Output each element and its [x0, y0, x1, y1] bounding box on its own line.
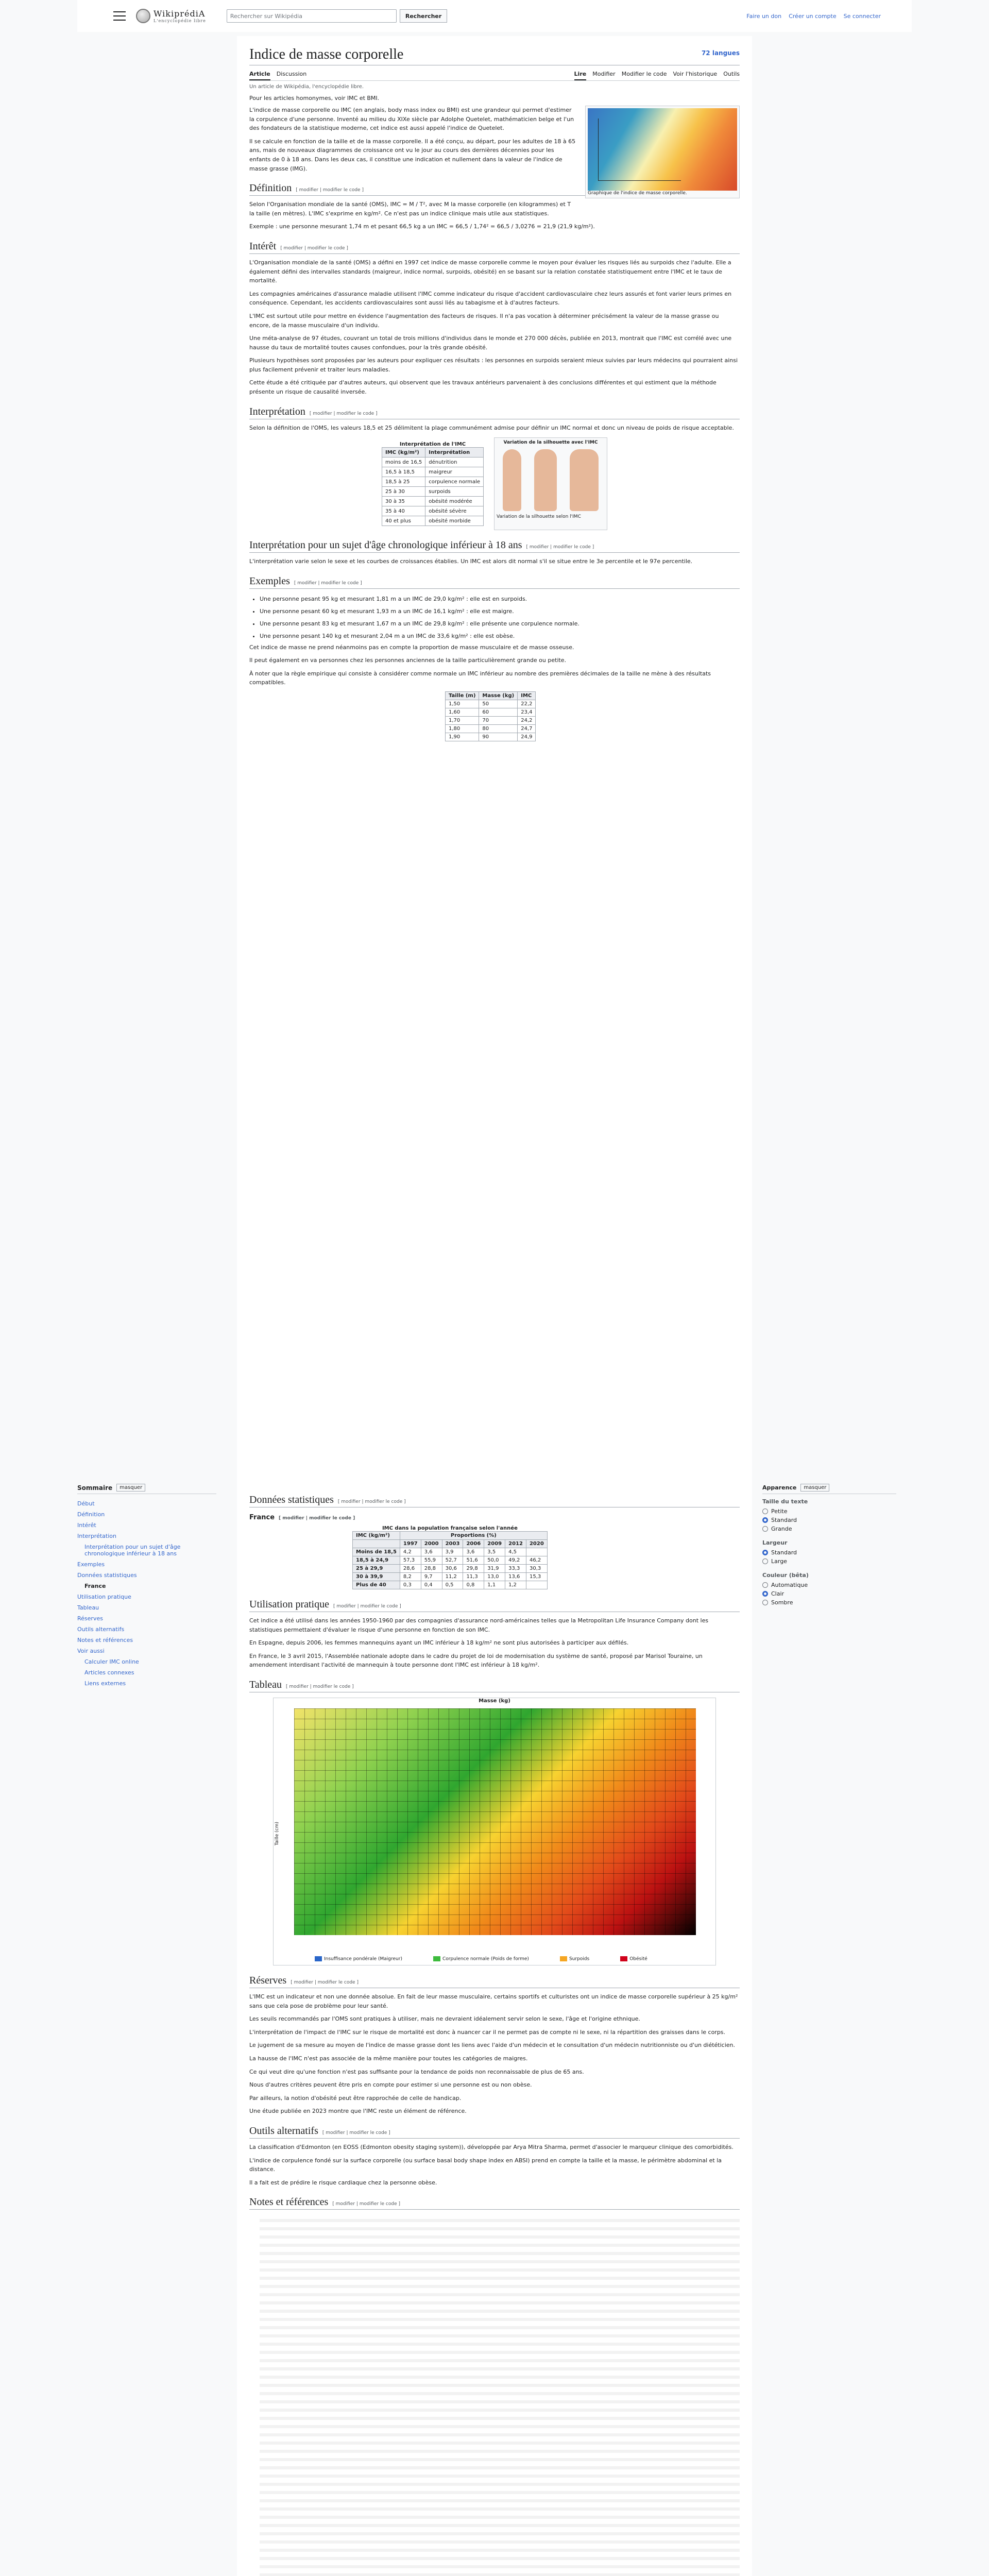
table-header: Interprétation: [425, 448, 484, 457]
search-input[interactable]: Rechercher sur Wikipédia: [227, 9, 397, 23]
option-label: Grande: [771, 1526, 792, 1532]
toc-item[interactable]: Interprétation pour un sujet d'âge chronologique inférieur à 18 ans: [84, 1544, 181, 1557]
bmi-graph-thumbnail[interactable]: [585, 106, 740, 198]
table-cell: 11,3: [463, 1573, 484, 1581]
appearance-option[interactable]: [762, 1598, 896, 1607]
table-row: [446, 733, 536, 741]
table-cell: 60: [479, 708, 518, 716]
appearance-group-title: Couleur (bêta): [762, 1572, 809, 1579]
tab-0[interactable]: Article: [249, 69, 270, 80]
table-cell: 30 à 39,9: [353, 1573, 400, 1581]
table-cell: 4,2: [400, 1548, 421, 1556]
table-cell: 50,0: [484, 1556, 505, 1565]
toc-item[interactable]: Utilisation pratique: [77, 1594, 131, 1600]
grid-ylabel: Taille (cm): [275, 1821, 280, 1846]
table-cell: 57,3: [400, 1556, 421, 1565]
action-tab-4[interactable]: Outils: [723, 71, 740, 77]
table-cell: 0,5: [442, 1581, 463, 1589]
toc-item[interactable]: Outils alternatifs: [77, 1626, 125, 1633]
paragraph: Nous d'autres critères peuvent être pris en compte pour estimer si une personne est ou non obèse.: [249, 2081, 532, 2089]
action-tab-2[interactable]: Modifier le code: [621, 71, 667, 77]
site-header: [77, 0, 912, 32]
edit-link[interactable]: [ modifier | modifier le code ]: [294, 580, 362, 586]
table-cell: 16,5 à 18,5: [382, 467, 425, 477]
table-cell: 29,8: [463, 1565, 484, 1573]
table-cell: 24,2: [518, 716, 536, 724]
table-header: 2003: [442, 1540, 463, 1548]
table-row: [353, 1565, 548, 1573]
radio-icon[interactable]: [762, 1582, 768, 1588]
table-cell: 80: [479, 724, 518, 733]
appearance-group-title: Largeur: [762, 1539, 788, 1546]
action-tab-0[interactable]: Lire: [574, 69, 587, 80]
toc-hide-button[interactable]: masquer: [116, 1484, 145, 1492]
legend-item: Obésité: [620, 1956, 647, 1962]
table-cell: 1,90: [446, 733, 479, 741]
table-header: IMC (kg/m²): [353, 1532, 400, 1540]
grid-cells: [294, 1708, 696, 1935]
logo-wordmark: WikiprédiA: [154, 9, 206, 19]
radio-icon[interactable]: [762, 1550, 768, 1555]
table-cell: 33,3: [505, 1565, 526, 1573]
table-cell: 24,7: [518, 724, 536, 733]
table-cell: 1,50: [446, 700, 479, 708]
radio-icon[interactable]: [762, 1517, 768, 1523]
table-header: IMC (kg/m²): [382, 448, 425, 457]
edit-link[interactable]: [ modifier | modifier le code ]: [279, 1516, 355, 1521]
edit-link[interactable]: [ modifier | modifier le code ]: [291, 1979, 359, 1985]
table-header: 2012: [505, 1540, 526, 1548]
table-row: [382, 506, 483, 516]
table-cell: obésité morbide: [425, 516, 484, 526]
option-label: Standard: [771, 1517, 797, 1523]
table-cell: 25 à 30: [382, 487, 425, 497]
silhouette-title: Variation de la silhouette avec l'IMC: [503, 440, 598, 446]
paragraph: Le jugement de sa mesure au moyen de l'indice de masse grasse dont les liens avec l'aide d'un médecin et le consultation d'un médecin nutritionniste ou d'un diététicien.: [249, 2042, 736, 2049]
action-tab-3[interactable]: Voir l'historique: [673, 71, 718, 77]
site-logo[interactable]: [136, 9, 206, 23]
examples-note-2: Il peut également en va personnes chez les personnes anciennes de la taille particulièrement grande ou petite.: [249, 657, 567, 664]
table-cell: 40 et plus: [382, 516, 425, 526]
toc-item[interactable]: Données statistiques: [77, 1572, 137, 1579]
table-cell: 0,4: [421, 1581, 442, 1589]
table-group-header: Proportions (%): [400, 1532, 547, 1540]
table-cell: 1,60: [446, 708, 479, 716]
heading-utilisation: Utilisation pratique [ modifier | modifier le code ]: [249, 1599, 740, 1612]
table-cell: Plus de 40: [353, 1581, 400, 1589]
examples-note-3: À noter que la règle empirique qui consiste à considérer comme normale un IMC inférieur au nombre des premières décimales de la taille ne mène à des résultats compatibles.: [249, 670, 711, 686]
table-cell: moins de 16,5: [382, 457, 425, 467]
appearance-group: [762, 1498, 896, 1533]
toc-sidebar: [77, 1484, 216, 1793]
body-figure-icon: [503, 449, 521, 511]
toc-item[interactable]: Début: [77, 1500, 95, 1507]
table-cell: 31,9: [484, 1565, 505, 1573]
toc-item[interactable]: France: [84, 1583, 106, 1589]
heading-exemples: Exemples [ modifier | modifier le code ]: [249, 575, 740, 589]
paragraph: Une étude publiée en 2023 montre que l'IMC reste un élément de référence.: [249, 2108, 467, 2115]
legend-item: Corpulence normale (Poids de forme): [433, 1956, 529, 1962]
heading-reserves: Réserves [ modifier | modifier le code ]: [249, 1975, 740, 1988]
appearance-option[interactable]: [762, 1524, 896, 1533]
table-cell: maigreur: [425, 467, 484, 477]
example-item: • Une personne pesant 83 kg et mesurant 1,67 m a un IMC de 29,8 kg/m² : elle présente une corpulence normale.: [260, 618, 740, 630]
table-cell: surpoids: [425, 487, 484, 497]
radio-icon[interactable]: [762, 1558, 768, 1564]
table-cell: 50: [479, 700, 518, 708]
bmi-grid-table[interactable]: [273, 1698, 716, 1965]
page-tabs: [249, 69, 740, 81]
examples-note: Cet indice de masse ne prend néanmoins pas en compte la proportion de masse musculaire et de masse osseuse.: [249, 643, 574, 651]
table-cell: obésité sévère: [425, 506, 484, 516]
table-row: [382, 487, 483, 497]
appearance-group-title: Taille du texte: [762, 1498, 808, 1505]
option-label: Large: [771, 1558, 787, 1565]
table-cell: [526, 1548, 547, 1556]
paragraph: Il a fait est de prédire le risque cardiaque chez la personne obèse.: [249, 2179, 437, 2186]
table-cell: 90: [479, 733, 518, 741]
table-cell: 11,2: [442, 1573, 463, 1581]
table-row: [353, 1573, 548, 1581]
silhouette-image[interactable]: [494, 437, 607, 530]
paragraph: Cette étude a été critiquée par d'autres auteurs, qui observent que les travaux antérieurs parvenaient à des conclusions différentes et qui estiment que la méthode présente un risque de causalité inversée.: [249, 379, 717, 396]
example-item: • Une personne pesant 140 kg et mesurant 2,04 m a un IMC de 33,6 kg/m² : elle est obèse.: [260, 630, 740, 642]
table-cell: 13,6: [505, 1573, 526, 1581]
user-links: [746, 13, 881, 20]
radio-icon[interactable]: [762, 1591, 768, 1597]
toc-item[interactable]: Liens externes: [84, 1680, 126, 1687]
header-link[interactable]: Faire un don: [746, 12, 782, 20]
table-row: [382, 457, 483, 467]
appearance-option[interactable]: [762, 1557, 896, 1566]
edit-link[interactable]: [ modifier | modifier le code ]: [322, 2130, 390, 2136]
appearance-panel: [762, 1484, 896, 1613]
appearance-option[interactable]: [762, 1548, 896, 1557]
toc-item[interactable]: Exemples: [77, 1561, 105, 1568]
table-header: [353, 1540, 400, 1548]
table-row: [382, 477, 483, 487]
table-cell: 18,5 à 24,9: [353, 1556, 400, 1565]
example-item: • Une personne pesant 60 kg et mesurant 1,93 m a un IMC de 16,1 kg/m² : elle est maigre.: [260, 605, 740, 618]
definition-example: Exemple : une personne mesurant 1,74 m et pesant 66,5 kg a un IMC = 66,5 / 1,74² = 66,5 / 3,0276 = 21,9 (21,9 kg/m²).: [249, 223, 595, 230]
table-row: [446, 716, 536, 724]
table-cell: 1,1: [484, 1581, 505, 1589]
table-row: [353, 1581, 548, 1589]
interpretation-text: Selon la définition de l'OMS, les valeurs 18,5 et 25 délimitent la plage communément admise pour définir un IMC normal et donc un niveau de poids de risque acceptable.: [249, 424, 734, 431]
table-cell: 1,2: [505, 1581, 526, 1589]
table-row: [353, 1548, 548, 1556]
from-wikipedia: Un article de Wikipédia, l'encyclopédie libre.: [249, 84, 364, 90]
radio-icon[interactable]: [762, 1509, 768, 1514]
paragraph: L'interprétation de l'impact de l'IMC sur le risque de mortalité est donc à nuancer car il ne permet pas de compte ni le sexe, ni la répartition des graisses dans le corps.: [249, 2028, 726, 2036]
grid-title: Masse (kg): [479, 1698, 510, 1704]
header-link[interactable]: Se connecter: [843, 12, 881, 20]
table-row: [382, 516, 483, 526]
paragraph: L'indice de corpulence fondé sur la surface corporelle (ou surface basal body shape index en ABSI) prend en compte la taille et la masse, le périmètre abdominal et la distance.: [249, 2157, 722, 2173]
option-label: Standard: [771, 1549, 797, 1556]
table-row: [446, 700, 536, 708]
intro-para-2: Il se calcule en fonction de la taille et de la masse corporelle. Il a été conçu, au départ, pour les adultes de 18 à 65 ans, mais de nouveaux diagrammes de croissance ont vu le jour au cours des dernières décennies pour les enfants de 0 à 18 ans. Dans les deux cas, il constitue une indication et nullement dans la valeur de l'indice de masse grasse (IMG).: [249, 138, 576, 172]
toc-item[interactable]: Notes et références: [77, 1637, 133, 1643]
radio-icon[interactable]: [762, 1600, 768, 1605]
edit-link[interactable]: [ modifier | modifier le code ]: [526, 545, 594, 550]
toc-title: Sommaire: [77, 1484, 113, 1492]
logo-tagline: L'encyclopédie libre: [154, 19, 206, 23]
edit-link[interactable]: [ modifier | modifier le code ]: [280, 245, 348, 251]
table-cell: 28,6: [400, 1565, 421, 1573]
legend-item: Insuffisance pondérale (Maigreur): [315, 1956, 402, 1962]
table-cell: 15,3: [526, 1573, 547, 1581]
bmi-graph-image: [588, 108, 737, 191]
toc-item[interactable]: Voir aussi: [77, 1648, 105, 1654]
table-row: [382, 467, 483, 477]
paragraph: L'Organisation mondiale de la santé (OMS) a défini en 1997 cet indice de masse corporelle comme le moyen pour évaluer les risques liés au surpoids chez l'adulte. Elle a également défini des intervalles standards (maigreur, indice normal, surpoids, obésité) en se basant sur la relation constatée statistiquement entre l'IMC et le taux de mortalité.: [249, 259, 731, 284]
heading-notes: Notes et références [ modifier | modifier le code ]: [249, 2196, 740, 2210]
table-cell: 0,8: [463, 1581, 484, 1589]
language-selector[interactable]: 72 langues: [701, 49, 740, 57]
appearance-group: [762, 1572, 896, 1607]
toc-item[interactable]: Réserves: [77, 1615, 103, 1622]
search-button[interactable]: Rechercher: [400, 9, 447, 23]
appearance-hide-button[interactable]: masquer: [800, 1484, 829, 1492]
interpretation-table: [382, 442, 484, 526]
edit-link[interactable]: [ modifier | modifier le code ]: [296, 188, 364, 193]
table-cell: 30,3: [526, 1565, 547, 1573]
radio-icon[interactable]: [762, 1526, 768, 1532]
heading-interet: Intérêt [ modifier | modifier le code ]: [249, 241, 740, 254]
edit-link[interactable]: [ modifier | modifier le code ]: [309, 411, 378, 416]
table-cell: 1,80: [446, 724, 479, 733]
paragraph: Une méta-analyse de 97 études, couvrant un total de trois millions d'individus dans le monde et 270 000 décès, publiée en 2013, montrait que l'IMC est corrélé avec une hausse du taux de mortalité toutes causes confondues, pour la très grande obésité.: [249, 335, 732, 351]
intro-para-1: L'indice de masse corporelle ou IMC (en anglais, body mass index ou BMI) est une grandeur qui permet d'estimer la corpulence d'une personne. Inventé au milieu du XIXe siècle par Adolphe Quetelet, mathématicien belge et l'un des fondateurs de la statistique moderne, cet indice est aussi appelé l'indice de Quetelet.: [249, 107, 574, 132]
child-text: L'interprétation varie selon le sexe et les courbes de croissances établies. Un IMC est alors dit normal s'il se situe entre le 3e percentile et le 97e percentile.: [249, 558, 693, 565]
table-cell: 51,6: [463, 1556, 484, 1565]
table-cell: 13,0: [484, 1573, 505, 1581]
definition-text: Selon l'Organisation mondiale de la santé (OMS), IMC = M / T², avec M la masse corporelle (en kilogrammes) et T la taille (en mètres). L'IMC s'exprime en kg/m². Ce n'est pas un indice clinique mais utile aux statistiques.: [249, 201, 571, 217]
examples-list: [260, 593, 740, 643]
stats-table: [352, 1526, 548, 1589]
tab-1[interactable]: Discussion: [276, 71, 307, 77]
paragraph: En France, le 3 avril 2015, l'Assemblée nationale adopte dans le cadre du projet de loi de modernisation du système de santé, proposé par Marisol Touraine, un amendement interdisant l'activité de mannequin à toute personne dont l'IMC est inférieur à 18 kg/m².: [249, 1652, 703, 1669]
table-cell: obésité modérée: [425, 497, 484, 506]
table-cell: 3,9: [442, 1548, 463, 1556]
table-caption: IMC dans la population française selon l'année: [382, 1526, 518, 1531]
paragraph: Les seuils recommandés par l'OMS sont pratiques à utiliser, mais ne devraient idéalement servir selon le sexe, l'âge et l'origine ethnique.: [249, 2015, 640, 2023]
table-cell: 4,5: [505, 1548, 526, 1556]
table-row: [446, 724, 536, 733]
table-cell: 24,9: [518, 733, 536, 741]
thumb-caption: Graphique de l'indice de masse corporelle.: [588, 191, 687, 196]
header-link[interactable]: Créer un compte: [789, 12, 837, 20]
hatnote: Pour les articles homonymes, voir IMC et BMI.: [249, 95, 380, 101]
heading-stats: Données statistiques [ modifier | modifier le code ]: [249, 1494, 740, 1507]
table-cell: 49,2: [505, 1556, 526, 1565]
appearance-option[interactable]: [762, 1507, 896, 1516]
body-figure-icon: [570, 449, 599, 511]
table-caption: Interprétation de l'IMC: [399, 442, 466, 448]
table-cell: dénutrition: [425, 457, 484, 467]
heading-interpretation: Interprétation [ modifier | modifier le code ]: [249, 406, 740, 419]
table-cell: 3,6: [463, 1548, 484, 1556]
table-header: Masse (kg): [479, 691, 518, 700]
example-item: • Une personne pesant 95 kg et mesurant 1,81 m a un IMC de 29,0 kg/m² : elle est en surpoids.: [260, 593, 740, 605]
table-cell: 70: [479, 716, 518, 724]
table-header: Taille (m): [446, 691, 479, 700]
paragraph: Plusieurs hypothèses sont proposées par les auteurs pour expliquer ces résultats : les personnes en surpoids seraient mieux suivies par leurs médecins qui pourraient ainsi plus facilement prévenir et traiter leurs maladies.: [249, 357, 738, 373]
heading-child: Interprétation pour un sujet d'âge chronologique inférieur à 18 ans [ modifier | modifier le code ]: [249, 539, 740, 553]
table-header: IMC: [518, 691, 536, 700]
paragraph: L'IMC est un indicateur et non une donnée absolue. En fait de leur masse musculaire, certains sportifs et culturistes ont un indice de masse corporelle supérieur à 25 kg/m² sans que cela pose de problème pour leur santé.: [249, 1993, 738, 2009]
table-header: 2006: [463, 1540, 484, 1548]
toc-item[interactable]: Tableau: [77, 1604, 99, 1611]
table-cell: 22,2: [518, 700, 536, 708]
height-mass-table: [445, 691, 536, 741]
globe-logo-icon: [136, 9, 150, 23]
paragraph: La classification d'Edmonton (en EOSS (Edmonton obesity staging system)), développée par Arya Mitra Sharma, permet d'associer le marqueur clinique des comorbidités.: [249, 2143, 734, 2150]
edit-link[interactable]: [ modifier | modifier le code ]: [333, 1604, 401, 1609]
table-cell: 35 à 40: [382, 506, 425, 516]
table-cell: 23,4: [518, 708, 536, 716]
table-row: [382, 497, 483, 506]
table-cell: 46,2: [526, 1556, 547, 1565]
paragraph: Les compagnies américaines d'assurance maladie utilisent l'IMC comme indicateur du risque d'accident cardiovasculaire chez leurs assurés et font varier leurs primes en conséquence. Cependant, les accidents cardiovasculaires sont aussi liés au tabagisme et à d'autres facteurs.: [249, 290, 732, 307]
appearance-option[interactable]: [762, 1516, 896, 1524]
action-tab-1[interactable]: Modifier: [592, 71, 616, 77]
paragraph: Par ailleurs, la notion d'obésité peut être rapprochée de celle de handicap.: [249, 2094, 462, 2102]
legend-item: Surpoids: [560, 1956, 589, 1962]
paragraph: En Espagne, depuis 2006, les femmes mannequins ayant un IMC inférieur à 18 kg/m² ne sont plus autorisées à participer aux défilés.: [249, 1639, 629, 1647]
heading-tableau: Tableau [ modifier | modifier le code ]: [249, 1679, 740, 1692]
table-cell: 55,9: [421, 1556, 442, 1565]
table-cell: 30 à 35: [382, 497, 425, 506]
references-list: [260, 2214, 740, 2576]
paragraph: L'IMC est surtout utile pour mettre en évidence l'augmentation des facteurs de risques. Il n'a pas vocation à déterminer précisément la valeur de la masse grasse ou encore, de la masse musculaire d'un individu.: [249, 312, 719, 329]
toc-item[interactable]: Intérêt: [77, 1522, 96, 1529]
edit-link[interactable]: [ modifier | modifier le code ]: [332, 2201, 400, 2207]
option-label: Automatique: [771, 1582, 808, 1588]
table-cell: 0,3: [400, 1581, 421, 1589]
table-cell: Moins de 18,5: [353, 1548, 400, 1556]
toc-item[interactable]: Interprétation: [77, 1533, 116, 1539]
table-cell: 3,6: [421, 1548, 442, 1556]
table-cell: 9,7: [421, 1573, 442, 1581]
appearance-option[interactable]: [762, 1581, 896, 1589]
table-cell: [526, 1581, 547, 1589]
toc-item[interactable]: Calculer IMC online: [84, 1658, 139, 1665]
body-figure-icon: [534, 449, 557, 511]
appearance-group: [762, 1539, 896, 1566]
paragraph: La hausse de l'IMC n'est pas associée de la même manière pour toutes les catégories de maigres.: [249, 2055, 528, 2062]
table-cell: 25 à 29,9: [353, 1565, 400, 1573]
paragraph: Cet indice a été utilisé dans les années 1950-1960 par des compagnies d'assurance nord-américaines telles que la Metropolitan Life Insurance Company dont les statistiques permettaient d'évaluer le risque d'une personne en fonction de son IMC.: [249, 1617, 709, 1633]
table-cell: 8,2: [400, 1573, 421, 1581]
table-header: 2020: [526, 1540, 547, 1548]
option-label: Clair: [771, 1590, 785, 1597]
table-cell: 18,5 à 25: [382, 477, 425, 487]
edit-link[interactable]: [ modifier | modifier le code ]: [337, 1499, 406, 1504]
heading-definition: Définition [ modifier | modifier le code ]: [249, 182, 740, 196]
paragraph: Ce qui veut dire qu'une fonction n'est pas suffisante pour la tendance de poids non reconnaissable de plus de 65 ans.: [249, 2068, 584, 2075]
toc-item[interactable]: Articles connexes: [84, 1669, 134, 1676]
option-label: Sombre: [771, 1599, 793, 1606]
table-cell: 30,6: [442, 1565, 463, 1573]
table-header: 2009: [484, 1540, 505, 1548]
silhouette-caption: Variation de la silhouette selon l'IMC: [497, 514, 581, 520]
option-label: Petite: [771, 1508, 788, 1515]
edit-link[interactable]: [ modifier | modifier le code ]: [286, 1684, 354, 1689]
appearance-option[interactable]: [762, 1589, 896, 1598]
appearance-title: Apparence: [762, 1484, 797, 1491]
table-row: [353, 1556, 548, 1565]
toc-item[interactable]: Définition: [77, 1511, 105, 1518]
article-body-top: [237, 36, 752, 1489]
heading-outils: Outils alternatifs [ modifier | modifier le code ]: [249, 2125, 740, 2139]
table-header: 1997: [400, 1540, 421, 1548]
page-title: Indice de masse corporelle: [249, 46, 740, 65]
table-cell: 52,7: [442, 1556, 463, 1565]
heading-france: France [ modifier | modifier le code ]: [249, 1514, 355, 1521]
table-row: [446, 708, 536, 716]
main-menu-icon[interactable]: [113, 11, 126, 21]
table-cell: 28,8: [421, 1565, 442, 1573]
table-header: 2000: [421, 1540, 442, 1548]
table-cell: 3,5: [484, 1548, 505, 1556]
article-body-bottom: [237, 1484, 752, 2576]
table-cell: 1,70: [446, 716, 479, 724]
table-cell: corpulence normale: [425, 477, 484, 487]
